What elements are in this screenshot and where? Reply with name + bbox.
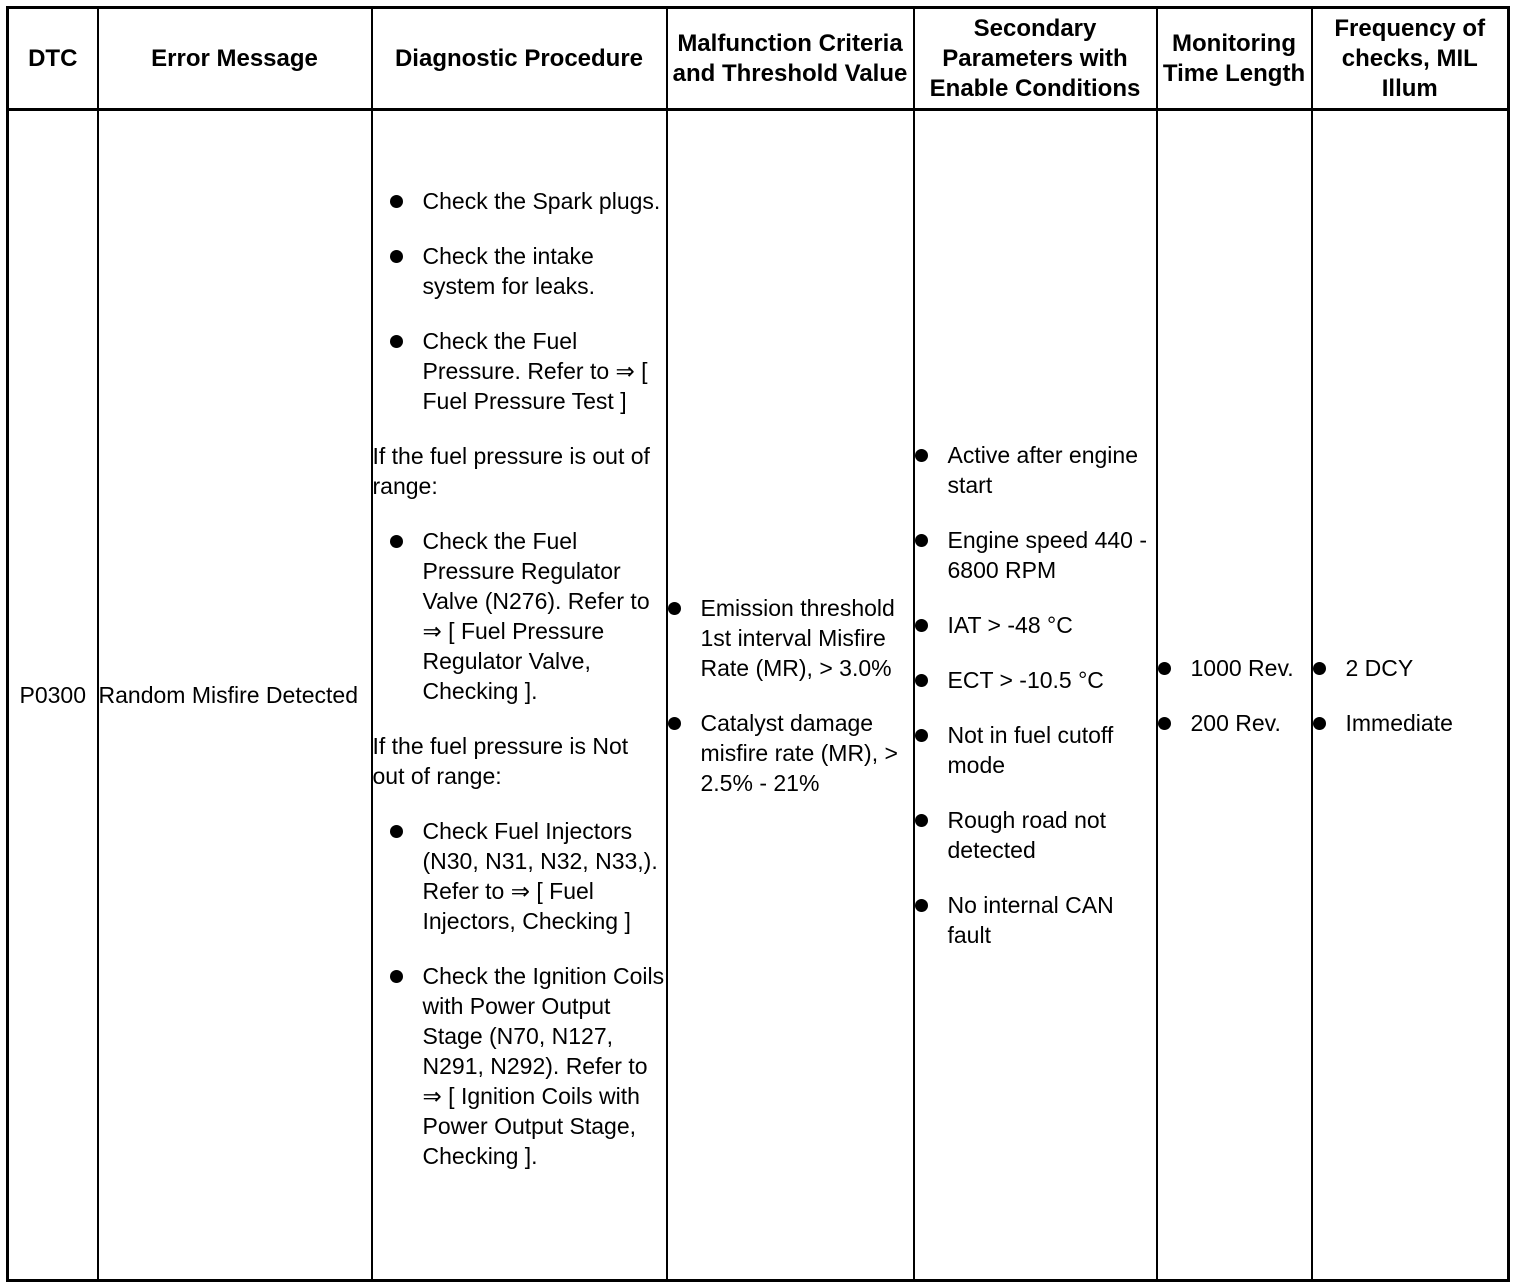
bullet-icon	[915, 729, 928, 742]
list-item: IAT > -48 °C	[915, 610, 1156, 640]
list-item: Catalyst damage misfire rate (MR), > 2.5% - 21%	[668, 708, 913, 798]
procedure-checks	[373, 186, 666, 416]
bullet-icon	[390, 335, 403, 348]
bullet-icon	[1313, 662, 1326, 675]
list-item: Check the Fuel Pressure Regulator Valve (N276). Refer to ⇒ [ Fuel Pressure Regulator Valve, Checking ].	[390, 526, 666, 706]
table-row	[8, 110, 1509, 1281]
bullet-icon	[1158, 662, 1171, 675]
bullet-icon	[1158, 717, 1171, 730]
header-frequency: Frequency of checks, MIL Illum	[1312, 8, 1509, 110]
list-item: Check the Fuel Pressure. Refer to ⇒ [ Fuel Pressure Test ]	[390, 326, 666, 416]
list-item: Emission threshold 1st interval Misfire Rate (MR), > 3.0%	[668, 593, 913, 683]
header-dtc: DTC	[8, 8, 98, 110]
not-out-of-range-label: If the fuel pressure is Not out of range:	[372, 732, 629, 789]
list-item: 200 Rev.	[1158, 708, 1311, 738]
out-of-range-label: If the fuel pressure is out of range:	[372, 442, 650, 499]
bullet-icon	[915, 534, 928, 547]
header-row	[8, 8, 1509, 110]
list-item: Not in fuel cutoff mode	[915, 720, 1156, 780]
dtc-code: P0300	[8, 110, 98, 1281]
monitoring-time	[1157, 110, 1312, 1281]
header-diagnostic-procedure: Diagnostic Procedure	[372, 8, 667, 110]
bullet-icon	[915, 814, 928, 827]
bullet-icon	[390, 825, 403, 838]
header-error-message: Error Message	[98, 8, 372, 110]
frequency	[1312, 110, 1509, 1281]
bullet-icon	[915, 619, 928, 632]
list-item: Check the intake system for leaks.	[390, 241, 666, 301]
header-secondary-parameters: Secondary Parameters with Enable Conditions	[914, 8, 1157, 110]
not-out-of-range-checks	[373, 816, 666, 1171]
bullet-icon	[915, 674, 928, 687]
list-item: Check Fuel Injectors (N30, N31, N32, N33,). Refer to ⇒ [ Fuel Injectors, Checking ]	[390, 816, 666, 936]
dtc-table	[6, 6, 1510, 1282]
bullet-icon	[390, 970, 403, 983]
bullet-icon	[390, 535, 403, 548]
list-item: 2 DCY	[1313, 653, 1508, 683]
list-item: Immediate	[1313, 708, 1508, 738]
list-item: Check the Spark plugs.	[390, 186, 666, 216]
list-item: No internal CAN fault	[915, 890, 1156, 950]
bullet-icon	[668, 717, 681, 730]
list-item: Engine speed 440 - 6800 RPM	[915, 525, 1156, 585]
bullet-icon	[915, 899, 928, 912]
bullet-icon	[1313, 717, 1326, 730]
list-item: Active after engine start	[915, 440, 1156, 500]
list-item: 1000 Rev.	[1158, 653, 1311, 683]
bullet-icon	[390, 250, 403, 263]
header-malfunction-criteria: Malfunction Criteria and Threshold Value	[667, 8, 914, 110]
out-of-range-checks	[373, 526, 666, 706]
list-item: Check the Ignition Coils with Power Output Stage (N70, N127, N291, N292). Refer to ⇒ [ Ignition Coils with Power Output Stage, Checking ].	[390, 961, 666, 1171]
bullet-icon	[668, 602, 681, 615]
header-monitoring-time: Monitoring Time Length	[1157, 8, 1312, 110]
malfunction-criteria	[667, 110, 914, 1281]
list-item: Rough road not detected	[915, 805, 1156, 865]
bullet-icon	[390, 195, 403, 208]
diagnostic-procedure	[372, 110, 667, 1281]
bullet-icon	[915, 449, 928, 462]
secondary-parameters	[914, 110, 1157, 1281]
list-item: ECT > -10.5 °C	[915, 665, 1156, 695]
error-message: Random Misfire Detected	[98, 110, 372, 1281]
